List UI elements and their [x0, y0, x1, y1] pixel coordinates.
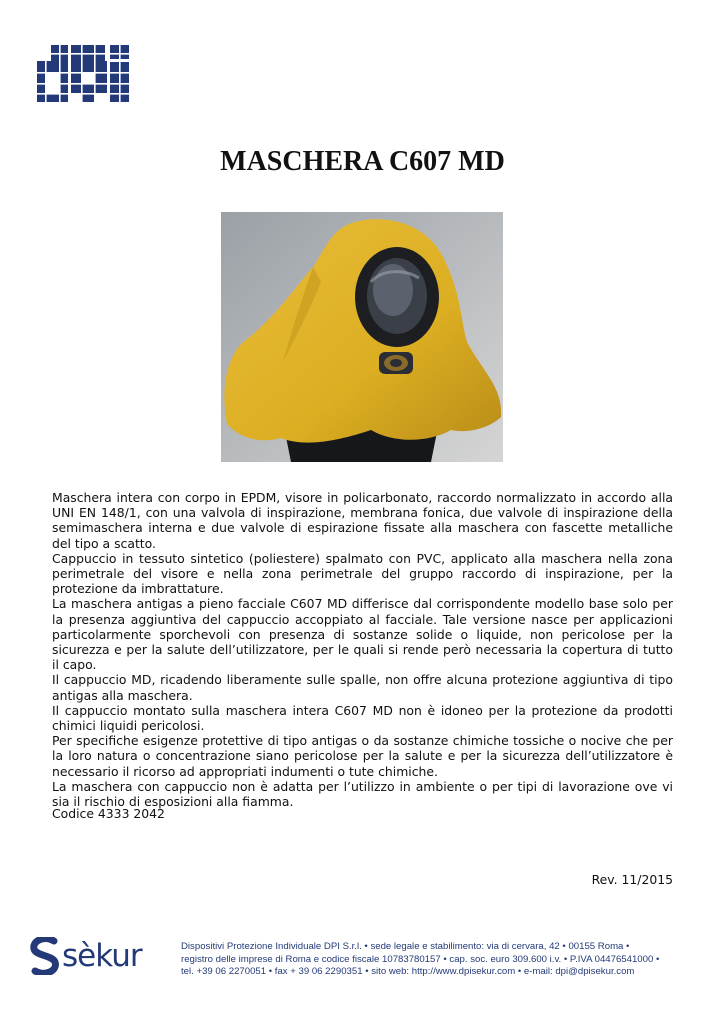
paragraph: Il cappuccio MD, ricadendo liberamente sulle spalle, non offre alcuna protezione aggiuntiva di tipo antigas alla maschera. — [52, 672, 673, 703]
dpi-logo — [37, 45, 129, 102]
paragraph: Il cappuccio montato sulla maschera intera C607 MD non è idoneo per la protezione da prodotti chimici liquidi pericolosi. — [52, 702, 673, 734]
sekur-brand: sèkur — [62, 938, 142, 974]
sekur-s-icon — [30, 937, 60, 975]
sekur-logo — [30, 936, 142, 976]
product-photo — [221, 212, 503, 462]
company-info — [181, 941, 677, 979]
page-title: MASCHERA C607 MD — [220, 146, 505, 177]
paragraph: Per specifiche esigenze protettive di tipo antigas o da sostanze chimiche tossiche o nocive che per la loro natura o concentrazione siano pericolose per la salute e per la sicurezza dell’utilizzatore è necessario il ricorso ad appropriati indumenti o tute chimiche. — [52, 733, 673, 779]
product-code: Codice 4333 2042 — [52, 806, 165, 821]
company-info-line: Dispositivi Protezione Individuale DPI S.r.l. • sede legale e stabilimento: via di cervara, 42 • 00155 Roma • — [181, 941, 630, 952]
paragraph: Maschera intera con corpo in EPDM, visore in policarbonato, raccordo normalizzato in accordo alla UNI EN 148/1, con una valvola di inspirazione, membrana fonica, due valvole di inspirazione della semimaschera interna e due valvole di espirazione fissate alla maschera con fascette metalliche del tipo a scatto. — [52, 490, 673, 551]
paragraph: Cappuccio in tessuto sintetico (poliestere) spalmato con PVC, applicato alla maschera nella zona perimetrale del visore e nella zona perimetrale del gruppo raccordo di inspirazione, per la protezione da imbrattature. — [52, 550, 673, 597]
company-info-line: registro delle imprese di Roma e codice fiscale 10783780157 • cap. soc. euro 309.600 i.v. • P.IVA 04476541000 • — [181, 953, 660, 965]
description-text — [52, 490, 673, 809]
paragraph: La maschera antigas a pieno facciale C607 MD differisce dal corrispondente modello base solo per la presenza aggiuntiva del cappuccio accoppiato al facciale. Tale versione nasce per applicazioni particolarmente sporchevoli con presenza di sostanze solide o liquide, non pericolose per la sicurezza e per la salute dell’utilizzatore, per le quali si rende però necessaria la copertura di tutto il capo. — [52, 596, 673, 673]
revision-label: Rev. 11/2015 — [591, 872, 673, 887]
company-info-line: tel. +39 06 2270051 • fax + 39 06 2290351 • sito web: http://www.dpisekur.com • e-mail: dpi@dpisekur.com — [181, 966, 635, 978]
paragraph: La maschera con cappuccio non è adatta per l’utilizzo in ambiente o per tipi di lavorazione ove vi sia il rischio di esposizioni alla fiamma. — [52, 778, 673, 810]
